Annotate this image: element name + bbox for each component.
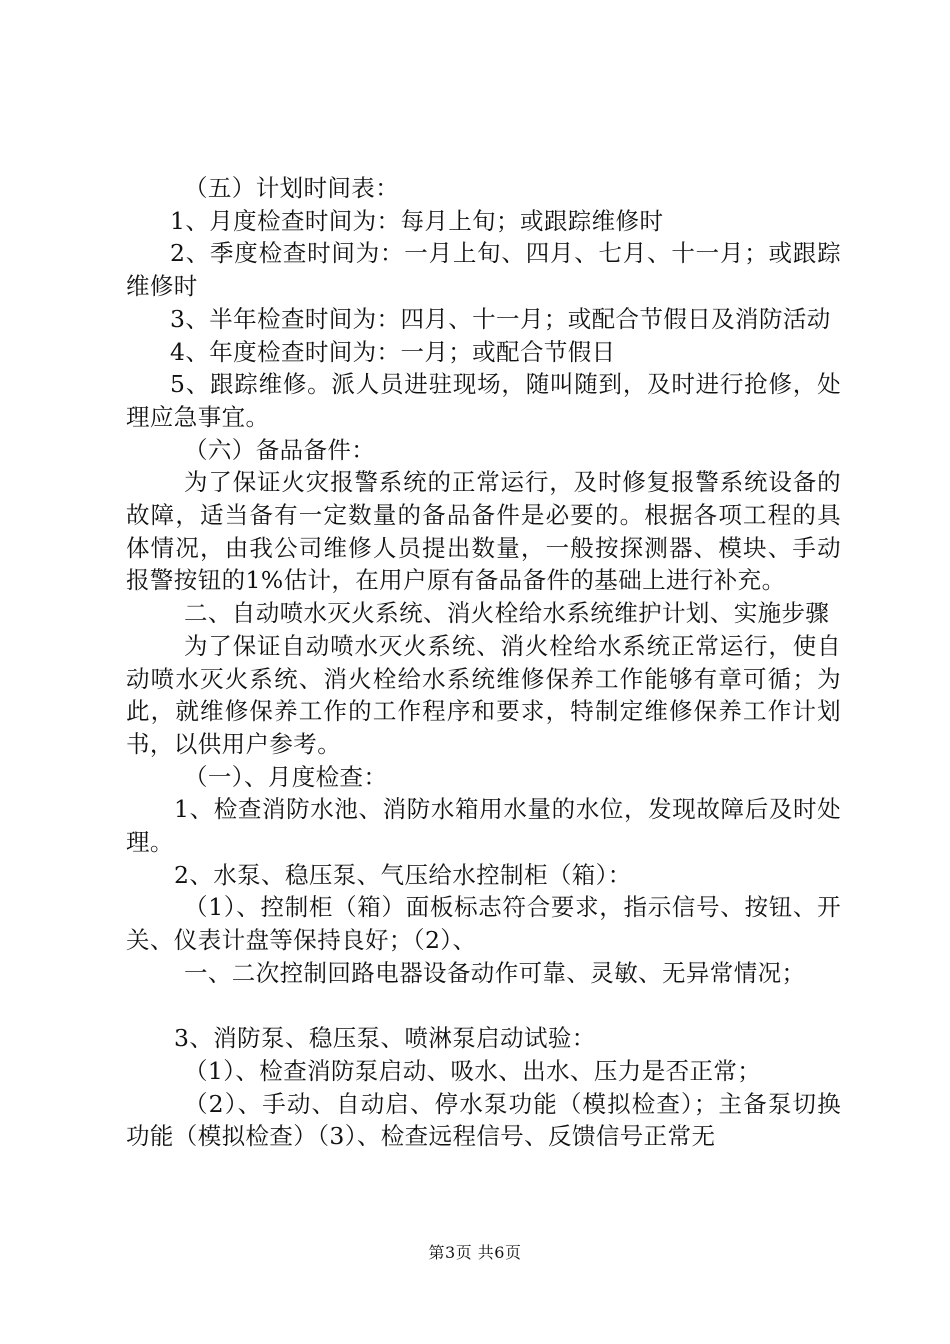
- schedule-item-monthly: 1、月度检查时间为：每月上旬；或跟踪维修时: [170, 206, 664, 235]
- section-heading-spare-parts: （六）备品备件：: [184, 435, 376, 464]
- spare-parts-paragraph: 为了保证火灾报警系统的正常运行，及时修复报警系统设备的故障，适当备有一定数量的备品备件是必要的。根据各项工程的具体情况，由我公司维修人员提出数量，一般按探测器、模块、手动报警按钮的1%估计，在用户原有备品备件的基础上进行补充。: [126, 468, 841, 595]
- section-heading-sprinkler-plan: 二、自动喷水灭火系统、消火栓给水系统维护计划、实施步骤: [184, 599, 830, 628]
- schedule-item-quarterly: 2、季度检查时间为：一月上旬、四月、七月、十一月；或跟踪维修时: [126, 239, 841, 301]
- schedule-item-yearly: 4、年度检查时间为：一月；或配合节假日: [170, 337, 616, 366]
- pump-test-subitem-1: （1）、检查消防泵启动、吸水、出水、压力是否正常；: [184, 1056, 762, 1085]
- page-footer: [0, 1243, 950, 1263]
- monthly-check-subitem-circuit: 一、二次控制回路电器设备动作可靠、灵敏、无异常情况；: [184, 958, 806, 987]
- document-body: [126, 172, 841, 1153]
- monthly-check-item-3: 3、消防泵、稳压泵、喷淋泵启动试验：: [174, 1024, 596, 1053]
- schedule-item-tracking: 5、跟踪维修。派人员进驻现场，随叫随到，及时进行抢修，处理应急事宜。: [126, 370, 841, 431]
- monthly-check-item-1: 1、检查消防水池、消防水箱用水量的水位，发现故障后及时处理。: [126, 795, 841, 857]
- blank-line: [126, 990, 841, 1023]
- section-heading-schedule: （五）计划时间表：: [184, 174, 400, 202]
- section-heading-monthly-check: （一）、月度检查：: [184, 762, 388, 791]
- sprinkler-intro-paragraph: 为了保证自动喷水灭火系统、消火栓给水系统正常运行，使自动喷水灭火系统、消火栓给水系统维修保养工作能够有章可循；为此，就维修保养工作的工作程序和要求，特制定维修保养工作计划书，以供用户参考。: [126, 631, 841, 758]
- monthly-check-item-2: 2、水泵、稳压泵、气压给水控制柜（箱）：: [174, 860, 632, 889]
- pump-test-subitem-2: （2）、手动、自动启、停水泵功能（模拟检查）；主备泵切换功能（模拟检查）（3）、检查远程信号、反馈信号正常无: [126, 1089, 841, 1151]
- monthly-check-subitem-1: （1）、控制柜（箱）面板标志符合要求，指示信号、按钮、开关、仪表计盘等保持良好；（2）、: [126, 893, 841, 955]
- page-number: 第3页 共6页: [428, 1243, 522, 1262]
- schedule-item-half-year: 3、半年检查时间为：四月、十一月；或配合节假日及消防活动: [170, 304, 831, 333]
